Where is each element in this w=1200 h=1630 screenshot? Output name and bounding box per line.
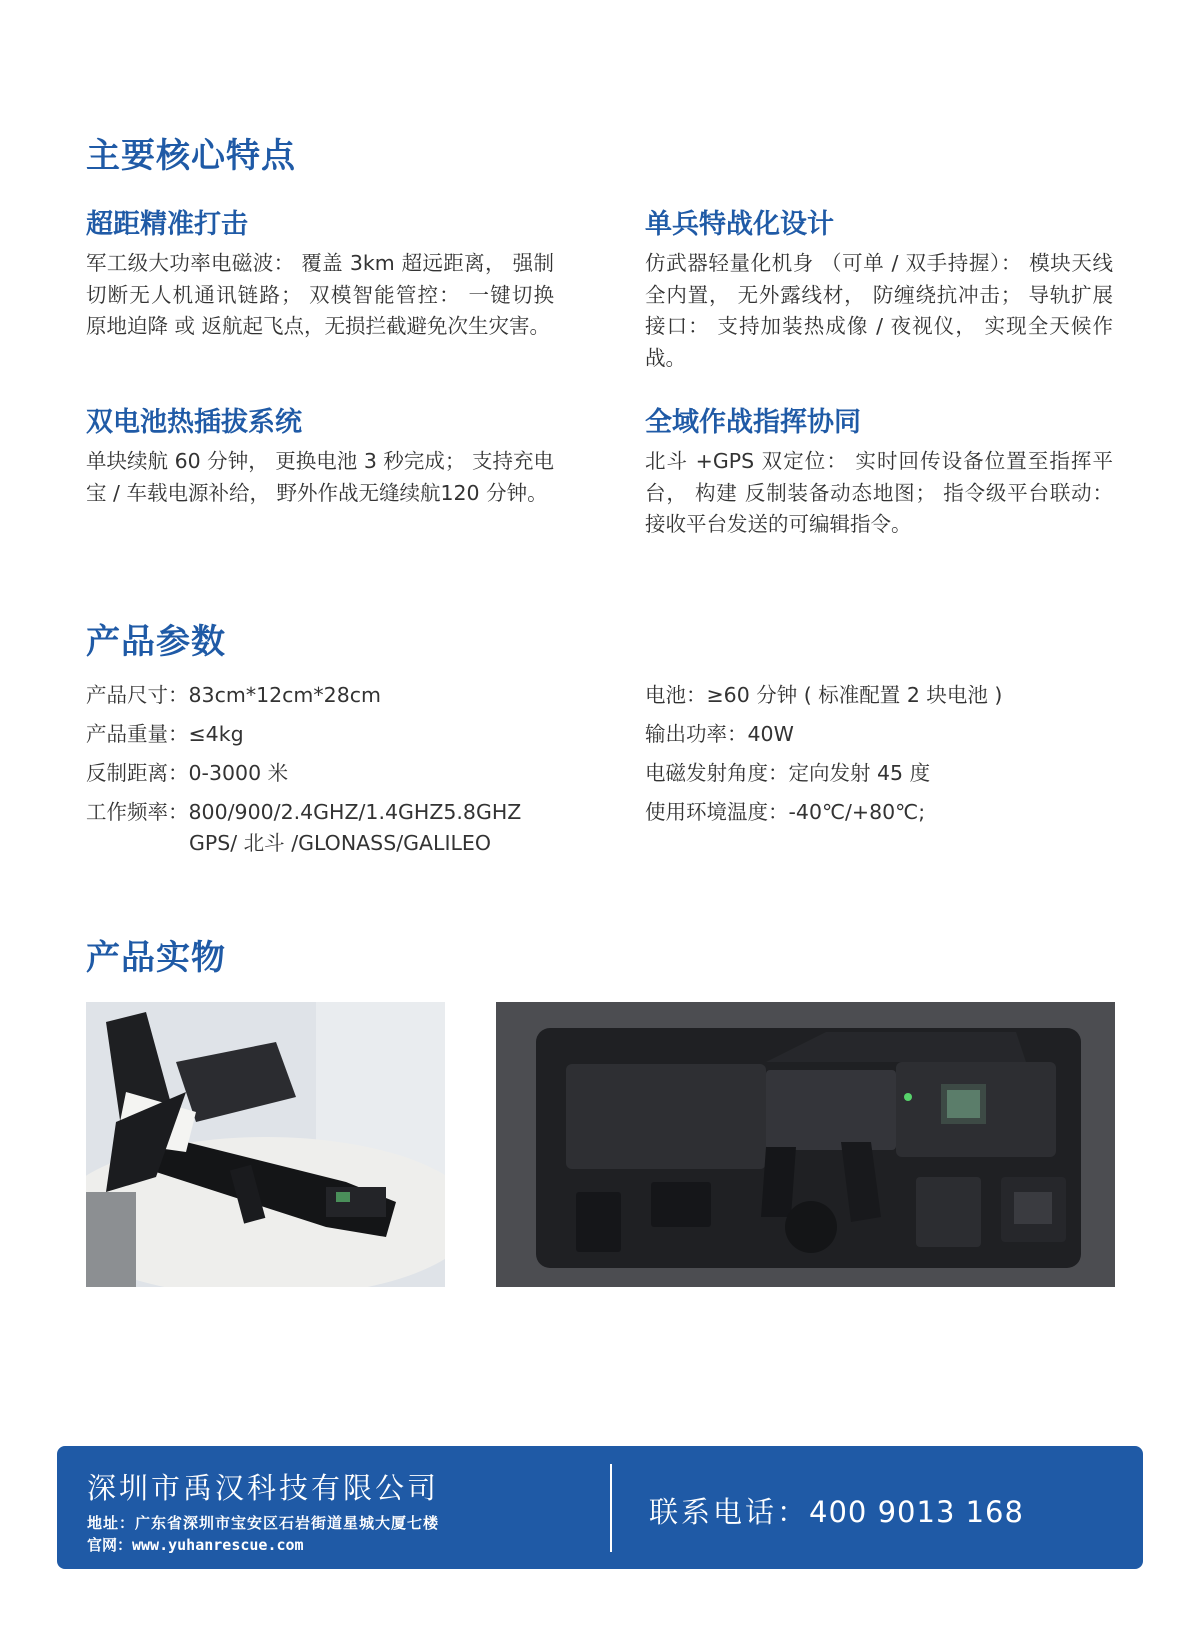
param-temperature: 使用环境温度：-40℃/+80℃; (645, 800, 926, 824)
feature-text-battery: 单块续航 60 分钟， 更换电池 3 秒完成； 支持充电宝 / 车载电源补给， 野外作战无缝续航120 分钟。 (86, 449, 554, 505)
feature-title-command: 全域作战指挥协同 (645, 407, 861, 438)
param-weight: 产品重量：≤4kg (86, 722, 244, 746)
feature-title-long-range: 超距精准打击 (86, 209, 248, 240)
param-power: 输出功率：40W (645, 722, 794, 746)
param-battery: 电池：≥60 分钟 ( 标准配置 2 块电池 ) (645, 683, 1003, 707)
feature-text-command: 北斗 +GPS 双定位： 实时回传设备位置至指挥平台， 构建 反制装备动态地图； 指令级平台联动： 接收平台发送的可编辑指令。 (645, 449, 1113, 536)
phone-number[interactable]: 400 9013 168 (809, 1495, 1024, 1529)
contact-footer (57, 1446, 1143, 1569)
feature-title-design: 单兵特战化设计 (645, 209, 834, 240)
phone-label: 联系电话： (649, 1495, 810, 1529)
footer-divider (610, 1464, 612, 1552)
product-photo-case (496, 1002, 1115, 1287)
params-heading: 产品参数 (86, 622, 226, 662)
feature-text-design: 仿武器轻量化机身 （可单 / 双手持握）： 模块天线全内置， 无外露线材， 防缠绕抗冲击； 导轨扩展接口： 支持加装热成像 / 夜视仪， 实现全天候作战。 (645, 251, 1113, 370)
product-photo-handheld (86, 1002, 445, 1287)
param-range: 反制距离：0-3000 米 (86, 761, 289, 785)
param-frequency-line2: GPS/ 北斗 /GLONASS/GALILEO (189, 831, 491, 855)
param-angle: 电磁发射角度：定向发射 45 度 (645, 761, 931, 785)
param-frequency (86, 797, 521, 859)
contact-phone (649, 1490, 1024, 1531)
photos-heading: 产品实物 (86, 938, 226, 978)
param-frequency-line1: 工作频率：800/900/2.4GHZ/1.4GHZ5.8GHZ (86, 800, 522, 824)
company-address: 地址：广东省深圳市宝安区石岩街道星城大厦七楼 (87, 1514, 440, 1532)
features-heading: 主要核心特点 (86, 136, 296, 176)
company-name: 深圳市禹汉科技有限公司 (87, 1471, 440, 1505)
param-size: 产品尺寸：83cm*12cm*28cm (86, 683, 381, 707)
company-website[interactable]: 官网：www.yuhanrescue.com (87, 1536, 304, 1554)
feature-title-battery: 双电池热插拔系统 (86, 407, 302, 438)
feature-text-long-range: 军工级大功率电磁波： 覆盖 3km 超远距离， 强制切断无人机通讯链路； 双模智能管控： 一键切换 原地迫降 或 返航起飞点，无损拦截避免次生灾害。 (86, 251, 554, 338)
